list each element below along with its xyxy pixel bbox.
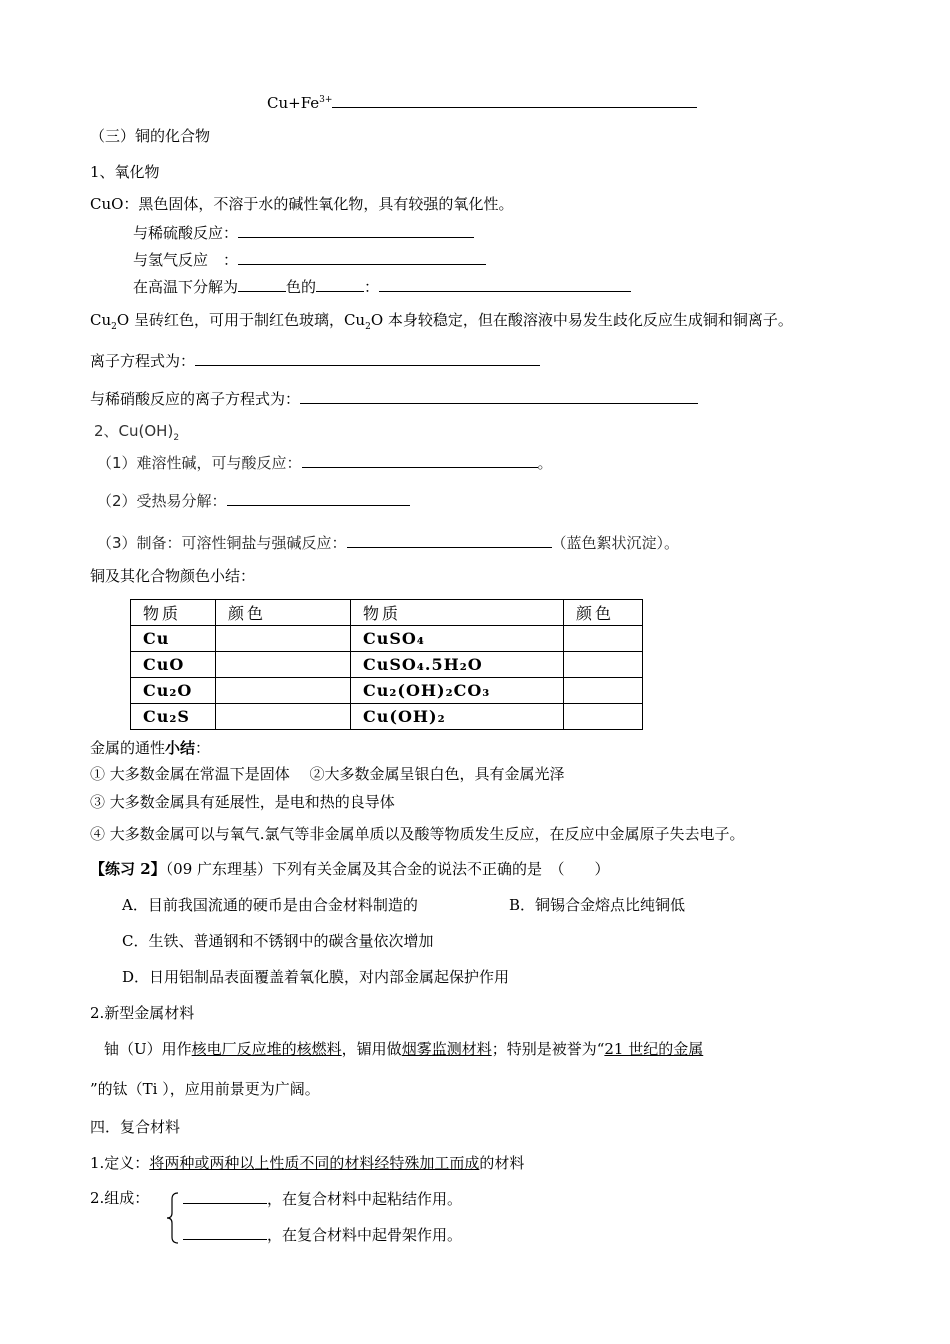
metal-summary-title-b: 小结 [165, 739, 196, 757]
answer-blank [332, 92, 697, 108]
metal-summary-title-a: 金属的通性 [90, 739, 166, 757]
new-metal-text-d: 烟雾监测材料 [401, 1040, 492, 1058]
metal-property-4: ④ 大多数金属可以与氧气.氯气等非金属单质以及酸等物质发生反应，在反应中金属原子失去电子。 [90, 825, 745, 843]
hydroxide-item-3-text: （3）制备：可溶性铜盐与强碱反应： [97, 534, 347, 552]
cu2o-description [90, 310, 793, 337]
new-metal-heading: 2.新型金属材料 [90, 1004, 195, 1022]
new-metal-text-b: 核电厂反应堆的核燃料 [191, 1040, 342, 1058]
table-row [131, 704, 643, 730]
period: 。 [537, 454, 553, 472]
cuo-h2-label: 与氢气反应 ： [133, 251, 239, 269]
cu2o-sub-1: 2 [111, 322, 117, 332]
table-cell: Cu₂O [131, 678, 216, 704]
composite-item-1-text: ，在复合材料中起粘结作用。 [267, 1190, 463, 1208]
practice-label: 【练习 2】 [90, 860, 166, 878]
oxides-heading: 1、氧化物 [90, 163, 160, 181]
composite-heading: 四．复合材料 [90, 1118, 181, 1136]
metal-summary-title [90, 738, 210, 758]
cuo-acid-label: 与稀硫酸反应： [133, 224, 239, 242]
hydroxide-item-1-text: （1）难溶性碱，可与酸反应： [97, 454, 302, 472]
decomp-label-a: 在高温下分解为 [133, 278, 239, 296]
cuo-description: CuO：黑色固体，不溶于水的碱性氧化物，具有较强的氧化性。 [90, 195, 514, 213]
hydroxide-item-2 [97, 490, 410, 511]
new-metal-line-1 [104, 1039, 703, 1059]
option-d: D．日用铝制品表面覆盖着氧化膜，对内部金属起保护作用 [122, 968, 510, 986]
composite-def-a: 1.定义： [90, 1154, 150, 1172]
table-cell: CuSO₄.5H₂O [351, 652, 564, 678]
new-metal-text-e: ；特别是被誉为“ [491, 1040, 605, 1058]
practice-question-text: （09 广东理基）下列有关金属及其合金的说法不正确的是 （ ） [165, 860, 610, 878]
table-cell [564, 704, 643, 730]
cuo-acid-line [133, 222, 474, 243]
answer-blank [302, 452, 538, 468]
answer-blank [227, 490, 410, 506]
table-row [131, 652, 643, 678]
answer-blank [379, 276, 631, 292]
answer-blank [316, 276, 364, 292]
option-a: A．目前我国流通的硬币是由合金材料制造的 [122, 896, 418, 914]
new-metal-text-a: 铀（U）用作 [104, 1040, 192, 1058]
header-cell: 颜色 [216, 600, 351, 626]
table-row [131, 678, 643, 704]
new-metal-text-c: ，镅用做 [341, 1040, 402, 1058]
answer-blank [238, 249, 486, 265]
answer-blank [347, 532, 552, 548]
header-cell: 物质 [351, 600, 564, 626]
table-cell: CuO [131, 652, 216, 678]
nitric-eq-line [90, 388, 698, 409]
answer-blank [195, 350, 540, 366]
hydroxide-heading-sub: 2 [173, 433, 180, 443]
metal-property-3: ③ 大多数金属具有延展性，是电和热的良导体 [90, 793, 395, 811]
header-cell: 物质 [131, 600, 216, 626]
new-metal-line-2: ”的钛（Ti ），应用前景更为广阔。 [90, 1080, 320, 1098]
composite-def-c: 的材料 [479, 1154, 525, 1172]
option-c: C．生铁、普通钢和不锈钢中的碳含量依次增加 [122, 932, 434, 950]
decomp-label-b: 色的 [286, 278, 317, 296]
composite-item-1 [183, 1188, 462, 1209]
hydroxide-item-3-end: （蓝色絮状沉淀）。 [551, 534, 680, 552]
option-b: B．铜锡合金熔点比纯铜低 [509, 896, 686, 914]
cu2o-sub-2: 2 [365, 322, 371, 332]
cuo-decomp-line [133, 276, 631, 297]
section-title: （三）铜的化合物 [90, 127, 211, 145]
table-cell: CuSO₄ [351, 626, 564, 652]
answer-blank [183, 1188, 267, 1204]
table-cell [216, 626, 351, 652]
practice-question [90, 859, 610, 879]
table-cell: Cu₂(OH)₂CO₃ [351, 678, 564, 704]
hydroxide-heading [94, 421, 179, 448]
composite-label: 2.组成： [90, 1189, 150, 1207]
cu2o-text-a: Cu [90, 311, 112, 329]
color-summary-title: 铜及其化合物颜色小结： [90, 567, 256, 585]
table-cell: Cu [131, 626, 216, 652]
cu2o-text-c: O 本身较稳定，但在酸溶液中易发生歧化反应生成铜和铜离子。 [370, 311, 793, 329]
composite-item-2-text: ，在复合材料中起骨架作用。 [267, 1226, 463, 1244]
answer-blank [238, 276, 286, 292]
hydroxide-heading-text: 2、Cu(OH) [94, 422, 174, 440]
top-charge: 3+ [319, 95, 333, 105]
hydroxide-item-3 [97, 532, 679, 553]
table-row [131, 626, 643, 652]
header-cell: 颜色 [564, 600, 643, 626]
nitric-eq-label: 与稀硝酸反应的离子方程式为： [90, 390, 301, 408]
composite-item-2 [183, 1224, 462, 1245]
table-cell: Cu(OH)₂ [351, 704, 564, 730]
ionic-eq-label: 离子方程式为： [90, 352, 196, 370]
table-cell [564, 678, 643, 704]
metal-property-1: ① 大多数金属在常温下是固体 ②大多数金属呈银白色，具有金属光泽 [90, 765, 565, 783]
table-cell [564, 652, 643, 678]
table-cell: Cu₂S [131, 704, 216, 730]
color-summary-table [130, 599, 643, 730]
top-formula: Cu+Fe [267, 94, 320, 112]
composite-definition [90, 1153, 524, 1173]
top-equation [267, 90, 697, 113]
table-header-row [131, 600, 643, 626]
answer-blank [238, 222, 474, 238]
hydroxide-item-1 [97, 452, 553, 473]
composite-def-b: 将两种或两种以上性质不同的材料经特殊加工而成 [149, 1154, 480, 1172]
table-cell [216, 652, 351, 678]
table-cell [216, 678, 351, 704]
ionic-eq-line [90, 350, 540, 371]
new-metal-text-f: 21 世纪的金属 [604, 1040, 704, 1058]
cu2o-text-b: O 呈砖红色，可用于制红色玻璃，Cu [116, 311, 366, 329]
brace-icon [166, 1192, 180, 1244]
answer-blank [300, 388, 698, 404]
hydroxide-item-2-text: （2）受热易分解： [97, 492, 227, 510]
table-cell [564, 626, 643, 652]
table-cell [216, 704, 351, 730]
metal-summary-title-c: ： [195, 739, 211, 757]
answer-blank [183, 1224, 267, 1240]
cuo-h2-line [133, 249, 486, 270]
decomp-label-c: ： [364, 278, 380, 296]
